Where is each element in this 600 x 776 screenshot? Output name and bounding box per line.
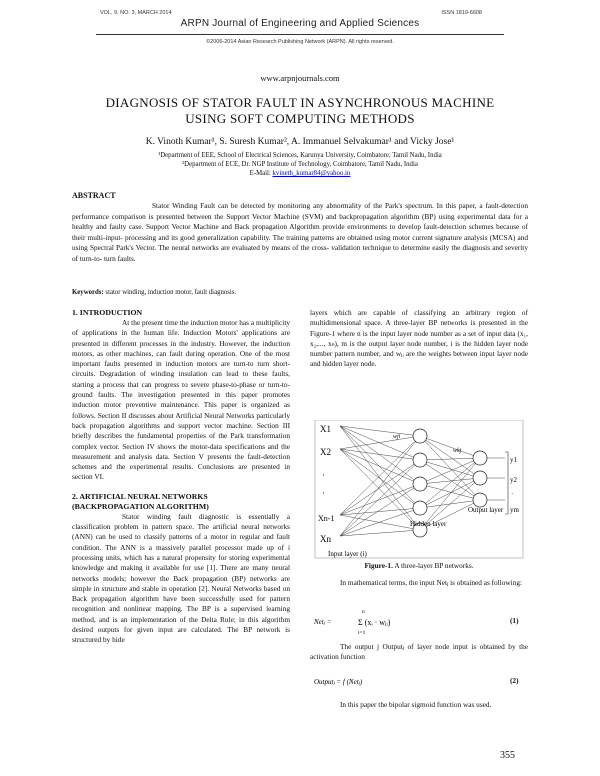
activation-text: The output j Outputⱼ of layer node input is obtained by the activation function — [310, 642, 528, 662]
output-ym: ym — [510, 506, 519, 514]
conn-h-0-o-0 — [420, 436, 480, 458]
input-dot-2: · — [322, 488, 325, 498]
output-layer-label: Output layer — [468, 506, 504, 514]
eq1-lower: i=1 — [358, 630, 366, 636]
output-dot: · — [511, 490, 514, 498]
conn-h-0-o-1 — [420, 436, 480, 478]
email-link[interactable]: kvineth_kumar84@yahoo.in — [272, 170, 351, 177]
left-column — [72, 308, 290, 646]
abstract-heading: ABSTRACT — [72, 191, 116, 200]
abstract-text: Stator Winding Fault can be detected by monitoring any abnormality of the Park's spectrum. In this paper, a fault-detection performance comparison is presented between the Support Vector Machine (SVM) and backpropagation algorithm (BP) using experimental data for a healthy and faulty case. Support Vector Machine and Back propagation Algorithm provide environments to develop fault-detection schemes because of their multi-input- processing and its good generalization capability. The training patterns are obtained using motor current signature analysis (MCSA) and using Spectral Park's Vector. The neural networks are evaluated by means of the cross- validation technique to determine easily the diagnosis and severity of turn-to- turn faults. — [72, 201, 528, 263]
journal-name: ARPN Journal of Engineering and Applied Sciences — [180, 18, 420, 29]
page-number: 355 — [500, 750, 515, 761]
authors: K. Vinoth Kumar¹, S. Suresh Kumar², A. Immanuel Selvakumar¹ and Vicky Jose¹ — [145, 137, 455, 147]
paper-title — [0, 95, 600, 127]
conn-h-3-o-1 — [420, 478, 480, 508]
conn-in-4-h-1 — [340, 460, 420, 515]
conn-in-0-h-3 — [340, 426, 420, 508]
keywords-label: Keywords: — [72, 289, 104, 296]
conn-in-5-h-0 — [340, 436, 420, 536]
conn-in-1-h-0 — [340, 436, 420, 449]
conn-in-0-h-4 — [340, 426, 420, 530]
hidden-node — [413, 477, 427, 491]
conn-in-5-h-1 — [340, 460, 420, 536]
bp-network-figure — [310, 420, 528, 560]
hidden-node — [413, 453, 427, 467]
input-x2: X2 — [320, 447, 331, 457]
input-x1: X1 — [320, 424, 331, 434]
section-2-heading-line-1: 2. ARTIFICIAL NEURAL NETWORKS — [72, 491, 208, 501]
section-2-text: Stator winding fault diagnostic is essentially a classification problem in pattern space. The artificial neural networks (ANN) can be used to classify patterns of a motor in regular and fault condition. The ANN is a massively parallel processor made up of i processing units, which has a natural propensity for storing experimental knowledge and making it available for use [1]. There are many neural networks models; however the Back propagation (BP) networks are simple in structure and stable in operation [2]. Neural Networks based on Back propagation algorithm have been successfully used for pattern recognition and nonlinear mapping. The BP is a supervised learning method, and is an implementation of the Delta Rule; in this algorithm desired outputs for given input are calculated. The BP network is structured by hide — [72, 511, 290, 645]
eq1-rhs: Σ (xᵢ · wⱼᵢ) — [358, 618, 391, 627]
output-node — [473, 493, 487, 507]
equation-1 — [312, 606, 528, 636]
affiliation-2: ²Department of ECE, Dr. NGP Institute of Technology, Coimbatore, Tamil Nadu, India — [182, 161, 418, 168]
weight-wkj-label: wkj — [453, 448, 462, 454]
conn-in-5-h-2 — [340, 484, 420, 536]
conn-in-4-h-2 — [340, 484, 420, 515]
equation-2-number: (2) — [510, 676, 519, 685]
conn-in-5-h-4 — [340, 530, 420, 536]
conn-in-1-h-3 — [340, 449, 420, 508]
header-rule — [96, 34, 504, 35]
figure-caption — [310, 561, 528, 570]
conn-h-0-o-2 — [420, 436, 480, 500]
conn-h-1-o-0 — [420, 458, 480, 460]
equation-2 — [312, 672, 502, 690]
output-y1: y1 — [510, 456, 517, 464]
eq1-lhs: Netⱼ = — [314, 618, 332, 626]
input-layer-label: Input layer (i) — [328, 550, 367, 558]
input-dot-1: · — [322, 470, 325, 480]
section-1-heading: 1. INTRODUCTION — [72, 308, 143, 317]
title-line-2: USING SOFT COMPUTING METHODS — [185, 111, 415, 126]
hidden-layer-label: Hidden layer — [410, 520, 447, 528]
eq2-text: Outputⱼ = f (Netⱼ) — [314, 678, 363, 686]
affiliation-1: ¹Department of EEE, School of Electrical Sciences, Karunya University, Coimbatore, Tamil Nadu, India — [158, 152, 442, 159]
hidden-node — [413, 501, 427, 515]
conn-h-2-o-2 — [420, 484, 480, 500]
section-2-heading-line-2: (BACKPROPAGATION ALGORITHM) — [72, 501, 209, 511]
conn-in-4-h-3 — [340, 508, 420, 515]
section-1-text: At the present time the induction motor has a multiplicity of applications in the human life. Induction Motors' applications are presented in different processes in the industry. However, the induction motors, as other machines, can fault during operation. One of the most important faults presented in induction motors are turn-to turn short-circuits. Degradation of winding insulation can lead to these faults, starting a process that can progress to severe phase-to-phase or turn-to-ground faults. The investigation presented in this paper promotes induction motor preventive maintenance. This paper is organized as follows. Section II discusses about Artificial Neural Networks particularly back propagation algorithms and support vector machine. Section III briefly describes the fundamental properties of the Park transformation complex vector. Section IV shows the motor-data specifications and the measurement and analysis data. Section V presents the fault-detection schemes and the experimental results. Conclusions are presented in section VI. — [72, 318, 290, 482]
email-label: E-Mail: — [249, 170, 273, 177]
keywords — [72, 289, 236, 296]
issn: ISSN 1819-6608 — [441, 10, 482, 16]
keywords-text: stator winding, induction motor, fault diagnosis. — [103, 289, 237, 296]
input-xn: Xn — [320, 534, 331, 544]
output-node — [473, 471, 487, 485]
math-intro: In mathematical terms, the input Netⱼ is obtained as following: — [340, 578, 523, 587]
eq1-upper: n — [362, 609, 365, 615]
output-y2: y2 — [510, 476, 517, 484]
volume-info: VOL. 9, NO. 3, MARCH 2014 — [100, 10, 172, 16]
website: www.arpnjournals.com — [260, 73, 340, 83]
conn-in-1-h-4 — [340, 449, 420, 530]
output-node — [473, 451, 487, 465]
input-xn-1: Xn-1 — [318, 514, 335, 523]
output-bracket — [505, 452, 508, 514]
email-line — [0, 170, 600, 177]
conn-in-4-h-4 — [340, 515, 420, 530]
conn-in-5-h-3 — [340, 508, 420, 536]
figure-caption-label: Figure-1. — [364, 561, 393, 570]
title-line-1: DIAGNOSIS OF STATOR FAULT IN ASYNCHRONOUS MACHINE — [105, 95, 495, 110]
copyright: ©2006-2014 Asian Research Publishing Network (ARPN). All rights reserved. — [206, 39, 394, 45]
sigmoid-text: In this paper the bipolar sigmoid function was used. — [340, 700, 492, 709]
hidden-node — [413, 429, 427, 443]
equation-1-number: (1) — [510, 616, 519, 625]
weight-wji-label: wji — [393, 434, 401, 440]
right-column-text: layers which are capable of classifying an arbitrary region of multidimensional space. A three-layer BP networks is presented in the Figure-1 where n is the input layer node number as a set of input data (x₁, x₂,..., xₙ), m is the output layer node number, i is the hidden layer node number pattern number, and wⱼᵢ are the weights between input layer node and hidden layer node. — [310, 308, 528, 369]
figure-caption-text: A three-layer BP networks. — [392, 561, 474, 570]
